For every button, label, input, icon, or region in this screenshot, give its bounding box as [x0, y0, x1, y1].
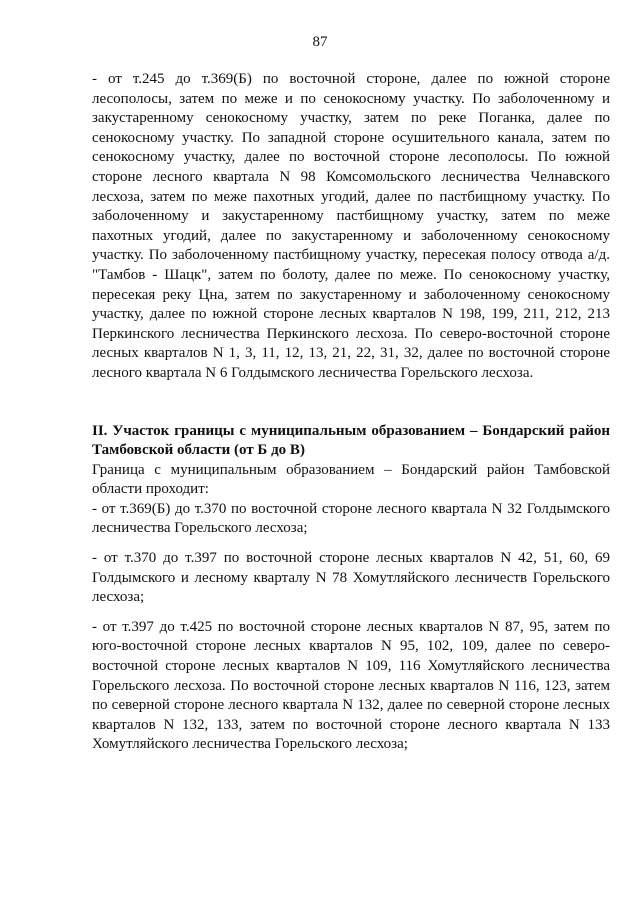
- paragraph-boundary-description: - от т.245 до т.369(Б) по восточной стороне, далее по южной стороне лесополосы, затем по меже и по сенокосному участку. По заболоченному и закустаренному сенокосному участку, затем по реке Поганка, далее по сенокосному участку. По западной стороне осушительного канала, затем по сенокосному участку, далее по восточной стороне лесополосы. По южной стороне лесного квартала N 98 Комсомольского лесничества Челнавского лесхоза, затем по меже пахотных угодий, далее по пастбищному участку. По заболоченному и закустаренному пастбищному участку, затем по меже пахотных угодий, далее по закустаренному и заболоченному сенокосному участку. По заболоченному пастбищному участку, пересекая полосу отвода а/д. "Тамбов - Шацк", затем по болоту, далее по меже. По сенокосному участку, пересекая реку Цна, затем по закустаренному и заболоченному сенокосному участку, далее по южной стороне лесных кварталов N 198, 199, 211, 212, 213 Перкинского лесничества Перкинского лесхоза. По северо-восточной стороне лесных кварталов N 1, 3, 11, 12, 13, 21, 22, 31, 32, далее по восточной стороне лесного квартала N 6 Голдымского лесничества Горельского лесхоза.: [92, 71, 610, 381]
- item-spacer: [92, 608, 610, 618]
- section-heading: II. Участок границы с муниципальным образованием – Бондарский район Тамбовской области (от Б до В): [92, 422, 610, 459]
- section-intro: Граница с муниципальным образованием – Бондарский район Тамбовской области проходит:: [92, 461, 610, 498]
- document-body: [92, 70, 610, 755]
- boundary-item: - от т.370 до т.397 по восточной стороне лесных кварталов N 42, 51, 60, 69 Голдымского и лесному кварталу N 78 Хомутляйского лесничеств Горельского лесхоза;: [92, 550, 610, 606]
- boundary-item: - от т.369(Б) до т.370 по восточной стороне лесного квартала N 32 Голдымского лесничества Горельского лесхоза;: [92, 500, 610, 537]
- boundary-item: - от т.397 до т.425 по восточной стороне лесных кварталов N 87, 95, затем по юго-восточной стороне лесных кварталов N 95, 102, 109, далее по северо-восточной стороне лесных кварталов N 109, 116 Хомутляйского лесничества Горельского лесхоза. По восточной стороне лесных кварталов N 116, 123, затем по северной стороне лесного квартала N 132, далее по северной стороне лесных кварталов N 132, 133, затем по восточной стороне лесного квартала N 133 Хомутляйского лесничества Горельского лесхоза;: [92, 618, 610, 753]
- section-spacer: [92, 384, 610, 422]
- page-number: 87: [312, 34, 328, 50]
- item-spacer: [92, 539, 610, 549]
